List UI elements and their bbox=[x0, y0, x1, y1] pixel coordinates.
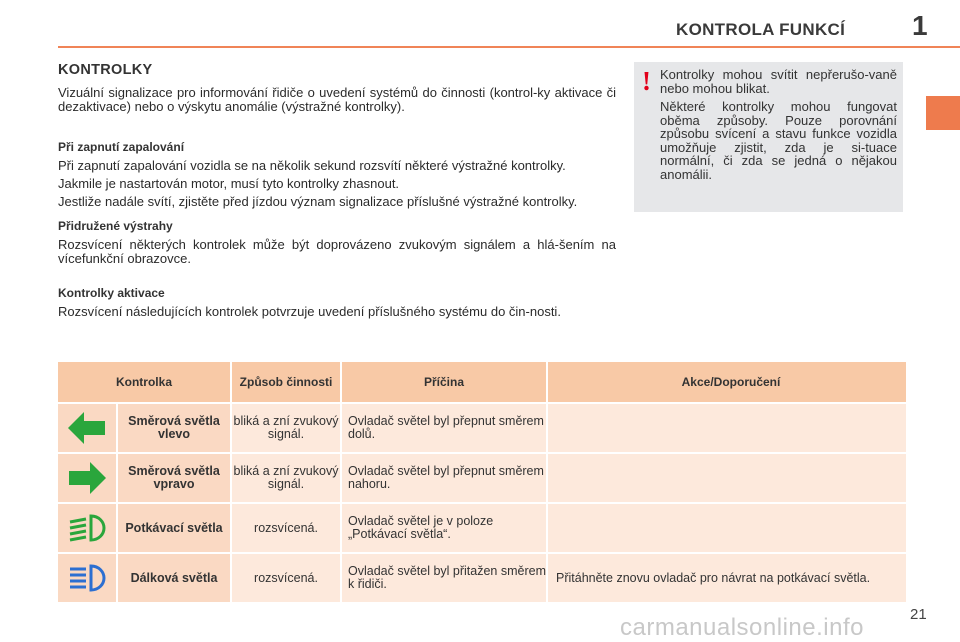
row-mode: rozsvícená. bbox=[232, 554, 340, 602]
exclamation-icon: ! bbox=[642, 66, 651, 96]
turn-right-arrow-icon bbox=[68, 461, 106, 495]
row-cause: Ovladač světel byl přepnut směrem nahoru. bbox=[342, 454, 546, 502]
row-mode: bliká a zní zvukový signál. bbox=[232, 454, 340, 502]
warning-box bbox=[634, 62, 903, 212]
ignition-paragraph-2: Jakmile je nastartován motor, musí tyto kontrolky zhasnout. bbox=[58, 176, 400, 191]
page-number: 21 bbox=[910, 606, 927, 623]
ignition-paragraph-3: Jestliže nadále svítí, zjistěte před jízdou význam signalizace příslušné výstražné kontrolky. bbox=[58, 194, 578, 209]
row-name: Potkávací světla bbox=[118, 504, 230, 552]
chapter-number: 1 bbox=[912, 10, 928, 41]
header-rule bbox=[58, 46, 960, 48]
row-name: Směrová světla vlevo bbox=[118, 404, 230, 452]
intro-paragraph: Vizuální signalizace pro informování řidiče o uvedení systémů do činnosti (kontrol-ky aktivace či dezaktivace) nebo o výskytu anomálie (výstražné kontrolky). bbox=[58, 85, 616, 114]
dipped-beam-icon bbox=[67, 513, 107, 543]
table-header-row bbox=[58, 362, 906, 402]
row-action bbox=[548, 404, 906, 452]
table-row bbox=[58, 504, 906, 552]
watermark: carmanualsonline.info bbox=[620, 614, 864, 641]
activation-heading: Kontrolky aktivace bbox=[58, 286, 165, 300]
row-name: Dálková světla bbox=[118, 554, 230, 602]
warning-paragraph-1: Kontrolky mohou svítit nepřerušo-vaně nebo mohou blikat. bbox=[660, 67, 897, 96]
ignition-heading: Při zapnutí zapalování bbox=[58, 140, 185, 154]
row-mode: rozsvícená. bbox=[232, 504, 340, 552]
row-action bbox=[548, 454, 906, 502]
ignition-paragraph-1: Při zapnutí zapalování vozidla se na několik sekund rozsvítí některé výstražné kontrolky. bbox=[58, 158, 566, 173]
table-row bbox=[58, 404, 906, 452]
main-content bbox=[58, 62, 616, 323]
row-cause: Ovladač světel je v poloze „Potkávací světla“. bbox=[342, 504, 546, 552]
row-cause: Ovladač světel byl přitažen směrem k řidiči. bbox=[342, 554, 546, 602]
activation-paragraph: Rozsvícení následujících kontrolek potvrzuje uvedení příslušného systému do čin-nosti. bbox=[58, 304, 561, 319]
row-name: Směrová světla vpravo bbox=[118, 454, 230, 502]
warning-lights-table bbox=[56, 360, 908, 604]
row-cause: Ovladač světel byl přepnut směrem dolů. bbox=[342, 404, 546, 452]
header-title: KONTROLA FUNKCÍ bbox=[676, 20, 846, 39]
table-row bbox=[58, 454, 906, 502]
header-kontrolka: Kontrolka bbox=[58, 362, 230, 402]
row-action bbox=[548, 504, 906, 552]
alerts-heading: Přidružené výstrahy bbox=[58, 219, 173, 233]
turn-left-arrow-icon bbox=[68, 411, 106, 445]
main-beam-icon bbox=[67, 563, 107, 593]
header-akce: Akce/Doporučení bbox=[548, 362, 906, 402]
row-action: Přitáhněte znovu ovladač pro návrat na potkávací světla. bbox=[548, 554, 906, 602]
table-row bbox=[58, 554, 906, 602]
chapter-side-tab[interactable] bbox=[926, 96, 960, 130]
header-zpusob: Způsob činnosti bbox=[232, 362, 340, 402]
alerts-paragraph: Rozsvícení některých kontrolek může být doprovázeno zvukovým signálem a hlá-šením na vícefunkční obrazovce. bbox=[58, 237, 616, 266]
header-pricina: Příčina bbox=[342, 362, 546, 402]
section-heading: KONTROLKY bbox=[58, 62, 153, 78]
warning-paragraph-2: Některé kontrolky mohou fungovat oběma způsoby. Pouze porovnání způsobu svícení a stavu funkce vozidla umožňuje zjistit, zda je si-tuace normální, či zda se jedná o nějakou anomálii. bbox=[660, 99, 897, 182]
row-mode: bliká a zní zvukový signál. bbox=[232, 404, 340, 452]
